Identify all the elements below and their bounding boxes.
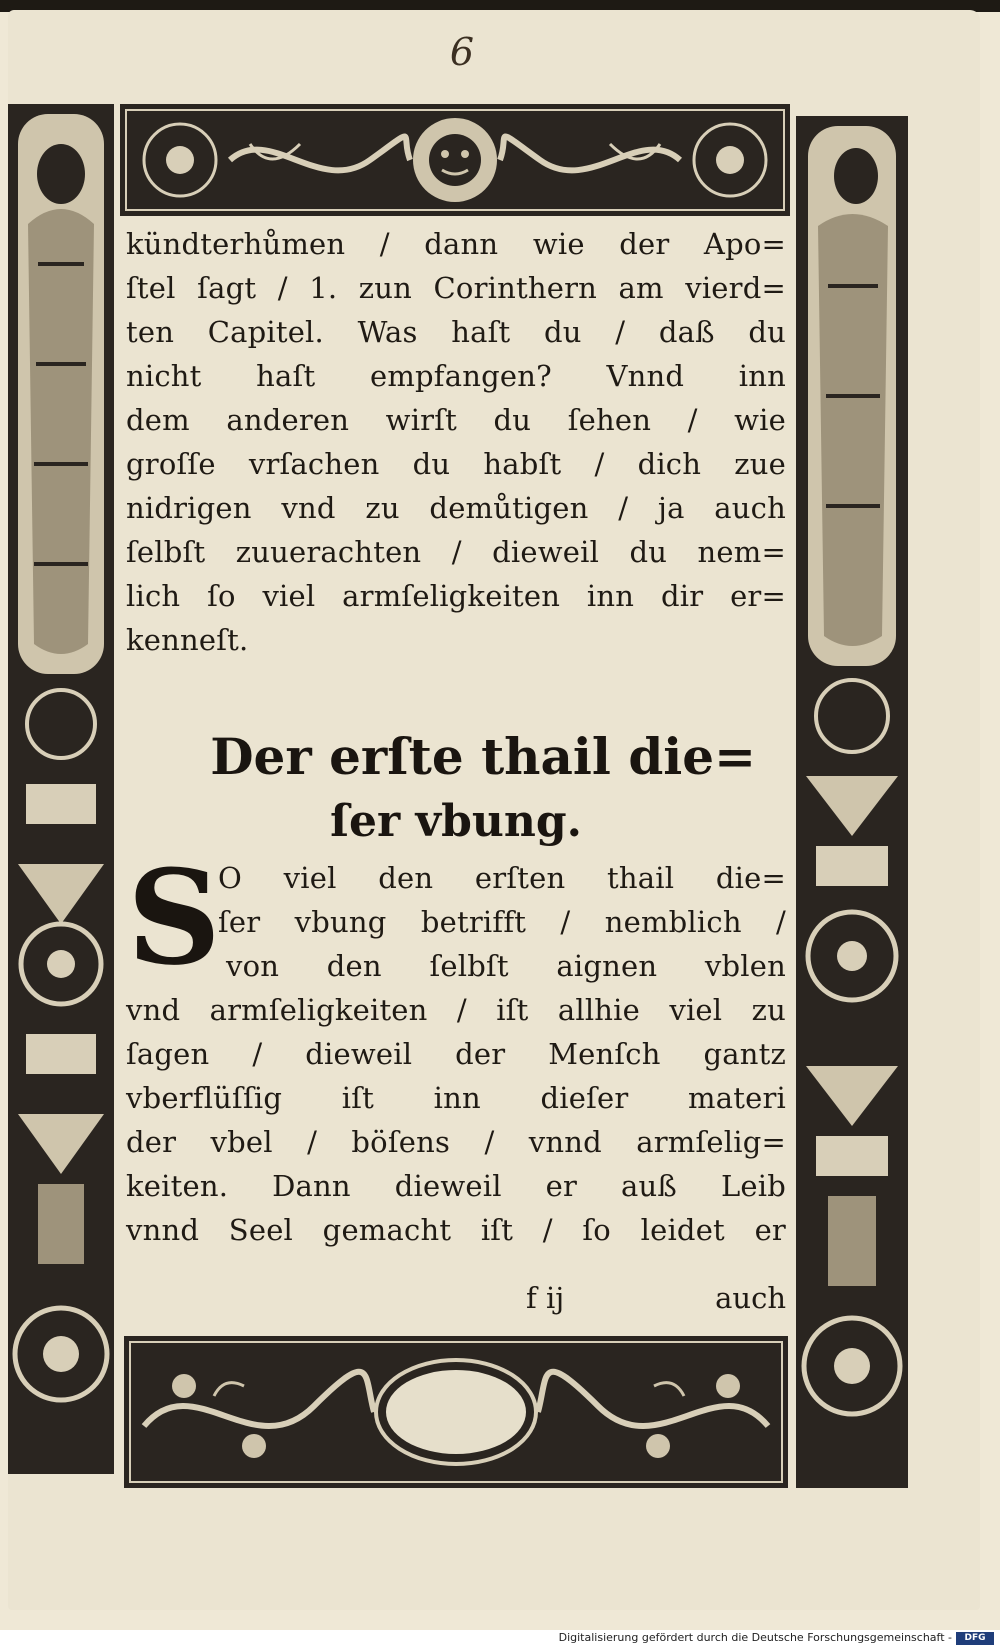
section-line: ſer vbung betrifft / nemblich / bbox=[218, 905, 786, 939]
dfg-logo: DFG bbox=[956, 1632, 994, 1645]
section-line: O viel den erſten thail die= bbox=[218, 861, 786, 895]
section-heading-line-1: Der erſte thail die= bbox=[210, 727, 756, 786]
body-line: kenneſt. bbox=[126, 623, 249, 657]
sun-and-moon-ornament-icon bbox=[120, 104, 790, 216]
section-line: von den ſelbſt aignen vblen bbox=[226, 949, 786, 983]
madonna-pillar-ornament-icon bbox=[8, 104, 114, 1474]
body-line: ten Capitel. Was haſt du / daß du bbox=[126, 315, 786, 349]
body-line: ſtel ſagt / 1. zun Corinthern am vierd= bbox=[126, 271, 786, 305]
body-line: dem anderen wirſt du ſehen / wie bbox=[126, 403, 786, 437]
saint-pillar-ornament-icon bbox=[796, 116, 908, 1488]
body-line: lich ſo viel armſeligkeiten inn dir er= bbox=[126, 579, 786, 613]
text-block bbox=[126, 222, 786, 1332]
drop-cap-initial: S bbox=[127, 841, 221, 994]
body-line: nicht haſt empfangen? Vnnd inn bbox=[126, 359, 786, 393]
catchword: auch bbox=[715, 1281, 786, 1315]
signature-mark: f ij bbox=[526, 1281, 565, 1315]
funding-notice: Digitalisierung gefördert durch die Deutsche Forschungsgemeinschaft - bbox=[558, 1631, 952, 1644]
section-line: vnd armſeligkeiten / iſt allhie viel zu bbox=[126, 993, 786, 1027]
section-line: der vbel / böſens / vnnd armſelig= bbox=[126, 1125, 786, 1159]
section-line: vberflüſſig iſt inn dieſer materi bbox=[126, 1081, 786, 1115]
footer bbox=[0, 1630, 1000, 1647]
section-line: vnnd Seel gemacht iſt / ſo leidet er bbox=[126, 1213, 786, 1247]
body-line: nidrigen vnd zu demůtigen / ja auch bbox=[126, 491, 786, 525]
body-line: kündterhůmen / dann wie der Apo= bbox=[126, 227, 786, 261]
signature-row bbox=[126, 1276, 786, 1320]
page-number: 6 bbox=[449, 30, 475, 74]
section-line: ſagen / dieweil der Menſch gantz bbox=[126, 1037, 786, 1071]
section-line: keiten. Dann dieweil er auß Leib bbox=[126, 1169, 786, 1203]
body-line: groſſe vrſachen du habſt / dich zue bbox=[126, 447, 786, 481]
body-line: ſelbſt zuuerachten / dieweil du nem= bbox=[126, 535, 786, 569]
section-heading-line-2: ſer vbung. bbox=[330, 796, 582, 847]
foliage-cartouche-ornament-icon bbox=[124, 1336, 788, 1488]
